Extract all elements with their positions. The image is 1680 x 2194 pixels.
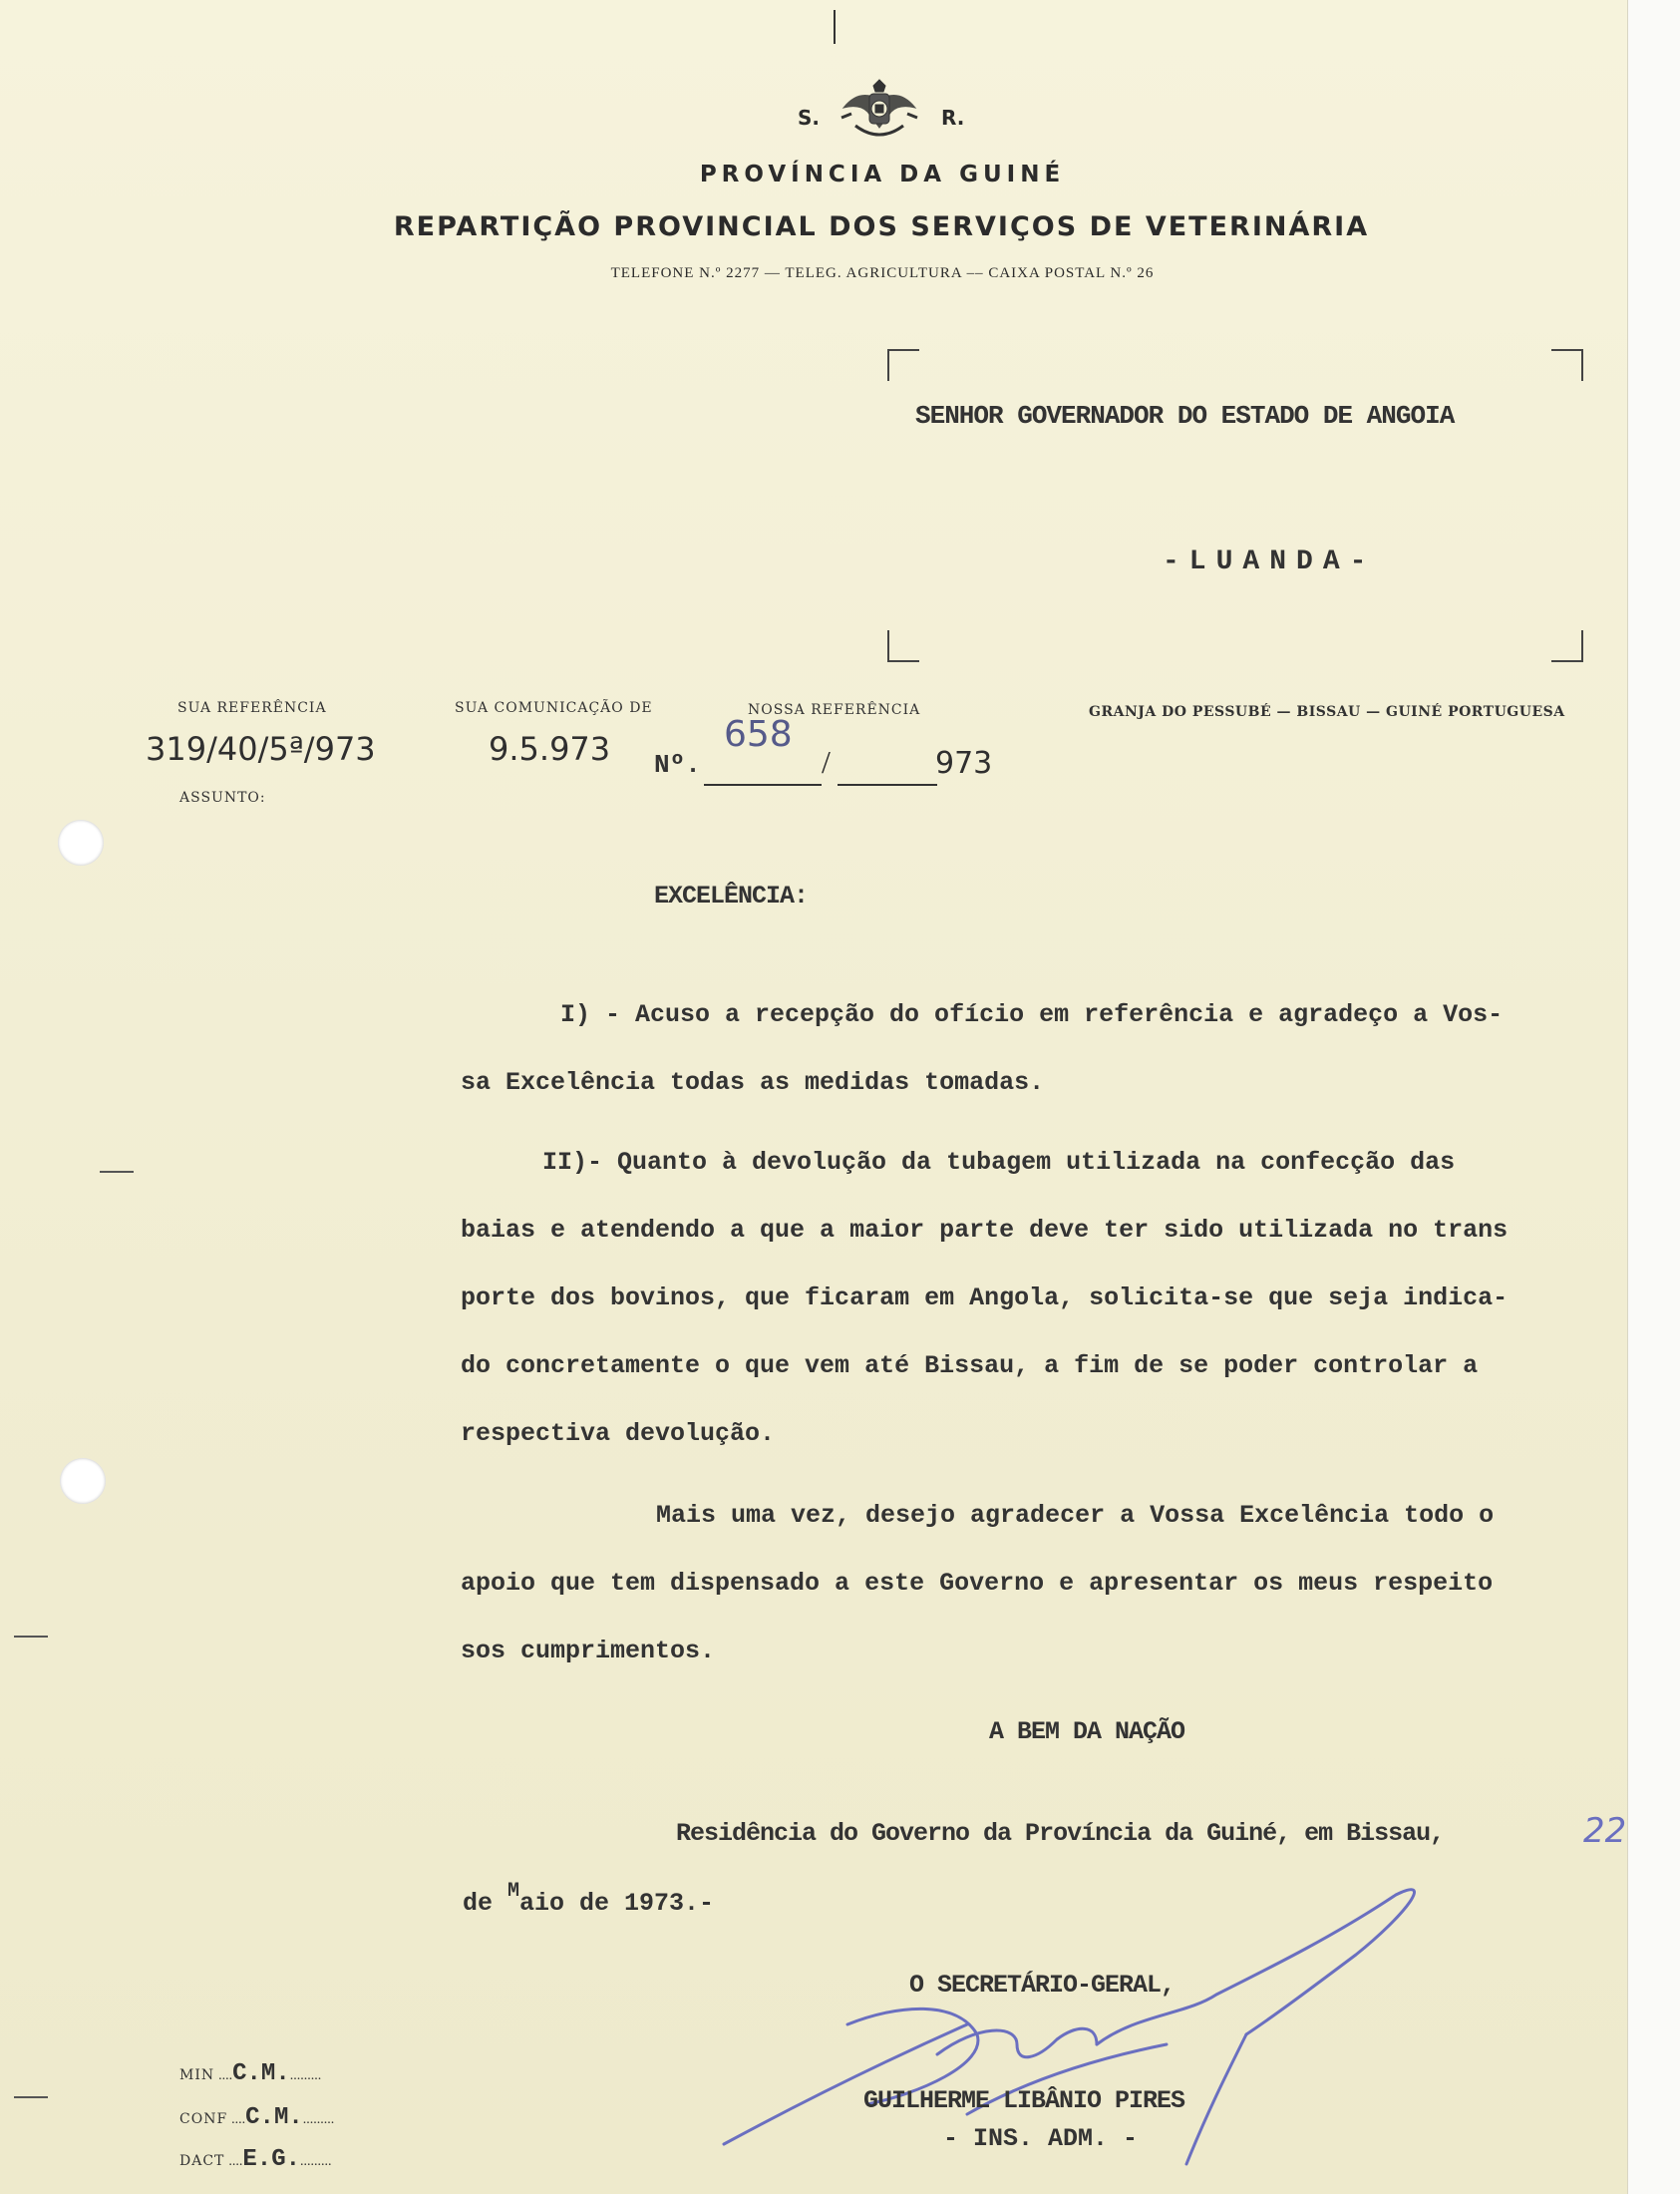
footer-dact-dots: .... — [228, 2154, 243, 2169]
nossa-referencia-line-2 — [838, 784, 937, 786]
paragraph-1-line: I) - Acuso a recepção do ofício em referência e agradeço a Vos- — [560, 1000, 1504, 1029]
footer-min-label: MIN — [179, 2067, 215, 2083]
footer-dact-dots: ......... — [300, 2154, 332, 2169]
nossa-referencia-line-1 — [704, 784, 822, 786]
date-day: 22 — [1583, 1811, 1627, 1851]
window-corner-tl — [887, 349, 919, 381]
nossa-referencia-number: 658 — [724, 714, 793, 755]
paragraph-2-line: respectiva devolução. — [461, 1419, 776, 1448]
paragraph-2-line: II)- Quanto à devolução da tubagem utilizada na confecção das — [542, 1148, 1456, 1177]
letterhead-department: REPARTIÇÃO PROVINCIAL DOS SERVIÇOS DE VETERINÁRIA — [393, 211, 1370, 242]
date-line-2 — [463, 1880, 715, 1918]
paragraph-2 — [461, 1129, 1627, 1468]
footer-min-value: C.M. — [232, 2060, 290, 2087]
paragraph-1 — [461, 981, 1627, 1117]
footer-conf-dots: .... — [231, 2112, 246, 2127]
footer-dact-label: DACT — [179, 2153, 225, 2169]
paragraph-3-line: apoio que tem dispensado a este Governo e apresentar os meus respeito — [461, 1569, 1494, 1598]
closing: A BEM DA NAÇÃO — [989, 1717, 1185, 1746]
paragraph-1-line: sa Excelência todas as medidas tomadas. — [461, 1068, 1045, 1097]
paragraph-3 — [461, 1482, 1627, 1685]
punch-hole-top — [58, 820, 104, 866]
margin-tick — [14, 1636, 48, 1638]
salutation: EXCELÊNCIA: — [654, 882, 809, 911]
footer-min — [179, 2060, 321, 2087]
date-line-2-prefix: de — [463, 1889, 508, 1918]
sua-comunicacao-label: SUA COMUNICAÇÃO DE — [455, 700, 653, 716]
footer-conf-label: CONF — [179, 2111, 228, 2127]
date-line-1: Residência do Governo da Província da Guiné, em Bissau, — [676, 1819, 1445, 1848]
date-month-initial: M — [507, 1880, 520, 1903]
addressee-city: -LUANDA- — [1163, 547, 1377, 577]
signatory-rank: - INS. ADM. - — [943, 2124, 1139, 2153]
paragraph-3-line: Mais uma vez, desejo agradecer a Vossa Excelência todo o — [656, 1501, 1495, 1530]
footer-conf-value: C.M. — [245, 2104, 303, 2131]
fold-mark — [834, 10, 836, 44]
addressee-line: SENHOR GOVERNADOR DO ESTADO DE ANGOIA — [915, 401, 1455, 431]
footer-dact — [179, 2146, 332, 2173]
paragraph-2-line: porte dos bovinos, que ficaram em Angola, solicita-se que seja indica- — [461, 1283, 1509, 1312]
letterhead-initial-left: S. — [798, 106, 821, 130]
footer-min-dots: ......... — [289, 2068, 322, 2083]
window-corner-tr — [1551, 349, 1583, 381]
footer-conf — [179, 2104, 334, 2131]
punch-hole-bottom — [60, 1458, 106, 1504]
window-corner-bl — [887, 630, 919, 662]
letterhead-contacts: TELEFONE N.º 2277 — TELEG. AGRICULTURA –– CAIXA POSTAL N.º 26 — [610, 265, 1155, 281]
nossa-referencia-slash: / — [822, 744, 831, 780]
letterhead-initial-right: R. — [941, 106, 965, 130]
footer-conf-dots: ......... — [302, 2112, 335, 2127]
nossa-referencia-year: 973 — [935, 746, 993, 781]
margin-tick — [14, 2096, 48, 2098]
margin-tick — [100, 1171, 134, 1173]
footer-min-dots: .... — [218, 2068, 233, 2083]
nossa-referencia-label: NOSSA REFERÊNCIA — [748, 702, 921, 718]
coat-of-arms-icon — [834, 78, 925, 150]
location-label: GRANJA DO PESSUBÉ — BISSAU — GUINÉ PORTUGUESA — [1089, 704, 1565, 720]
date-line-2-rest: aio de 1973.- — [519, 1889, 715, 1918]
signatory-name: GUILHERME LIBÂNIO PIRES — [863, 2086, 1185, 2115]
sua-comunicacao-value: 9.5.973 — [489, 730, 611, 768]
nossa-referencia-prefix: Nº. — [654, 750, 701, 780]
assunto-label: ASSUNTO: — [179, 790, 266, 806]
paragraph-3-line: sos cumprimentos. — [461, 1637, 716, 1665]
paragraph-2-line: do concretamente o que vem até Bissau, a fim de se poder controlar a — [461, 1351, 1479, 1380]
footer-dact-value: E.G. — [242, 2146, 300, 2173]
sua-referencia-label: SUA REFERÊNCIA — [177, 700, 327, 716]
paragraph-2-line: baias e atendendo a que a maior parte deve ter sido utilizada no trans — [461, 1216, 1509, 1245]
sua-referencia-value: 319/40/5ª/973 — [146, 730, 376, 768]
letterhead-province: PROVÍNCIA DA GUINÉ — [699, 162, 1066, 187]
signatory-title: O SECRETÁRIO-GERAL, — [909, 1971, 1176, 2000]
page-edge — [1627, 0, 1680, 2194]
window-corner-br — [1551, 630, 1583, 662]
